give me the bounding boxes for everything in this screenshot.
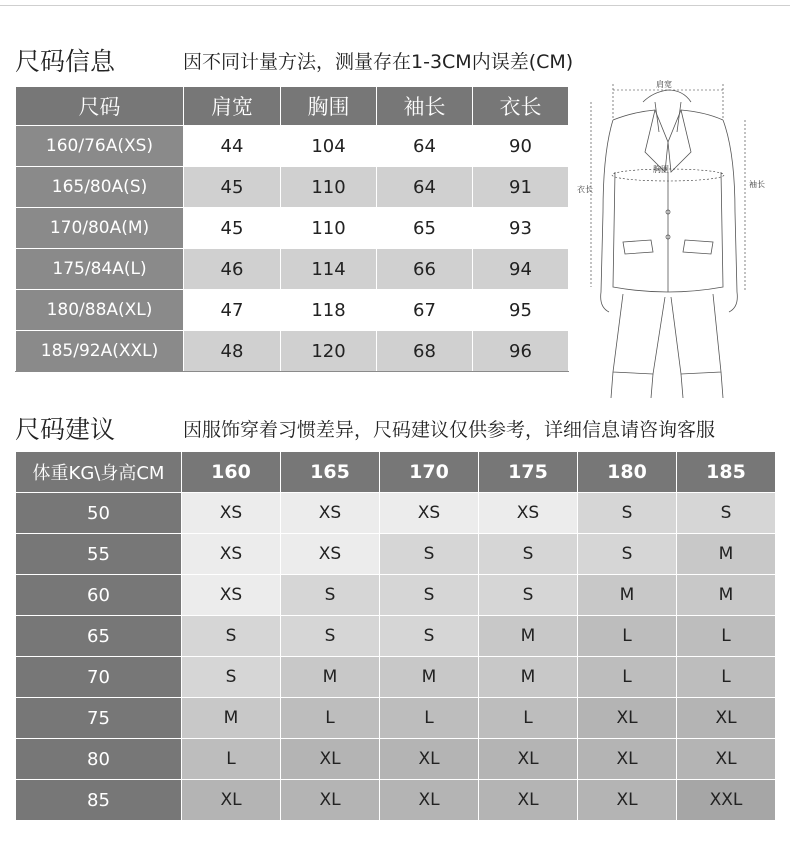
recommended-size-cell: M: [182, 698, 281, 739]
recommended-size-cell: L: [380, 698, 479, 739]
recommended-size-cell: XL: [578, 698, 677, 739]
size-value-cell: 67: [377, 290, 473, 331]
recommended-size-cell: XL: [479, 739, 578, 780]
recommended-size-cell: S: [380, 575, 479, 616]
recommended-size-cell: XS: [380, 493, 479, 534]
recommended-size-cell: XL: [479, 780, 578, 821]
size-label-cell: 170/80A(M): [16, 208, 184, 249]
size-value-cell: 118: [281, 290, 377, 331]
size-value-cell: 46: [184, 249, 281, 290]
size-value-cell: 45: [184, 167, 281, 208]
size-table-row: [16, 249, 569, 290]
size-table-header-0: 尺码: [16, 87, 184, 126]
figure-label-chest: 胸围: [653, 165, 669, 174]
height-header-180: 180: [578, 452, 677, 493]
size-value-cell: 120: [281, 331, 377, 372]
size-label-cell: 185/92A(XXL): [16, 331, 184, 372]
figure-label-length: 衣长: [577, 185, 593, 194]
recommended-size-cell: XL: [677, 698, 776, 739]
recommended-size-cell: M: [380, 657, 479, 698]
recommended-size-cell: S: [281, 616, 380, 657]
weight-label-cell: 50: [16, 493, 182, 534]
recommended-size-cell: L: [677, 657, 776, 698]
recommended-size-cell: XL: [380, 780, 479, 821]
size-table-header-2: 胸围: [281, 87, 377, 126]
size-value-cell: 65: [377, 208, 473, 249]
recommended-size-cell: L: [281, 698, 380, 739]
size-label-cell: 165/80A(S): [16, 167, 184, 208]
recommended-size-cell: S: [578, 534, 677, 575]
recommended-size-cell: M: [479, 657, 578, 698]
size-table-row: [16, 331, 569, 372]
size-value-cell: 44: [184, 126, 281, 167]
recommended-size-cell: L: [677, 616, 776, 657]
weight-label-cell: 80: [16, 739, 182, 780]
recommended-size-cell: XL: [281, 780, 380, 821]
size-value-cell: 47: [184, 290, 281, 331]
recommended-size-cell: S: [479, 575, 578, 616]
size-info-table: [15, 86, 569, 372]
size-value-cell: 64: [377, 167, 473, 208]
size-value-cell: 94: [473, 249, 569, 290]
recommended-size-cell: M: [578, 575, 677, 616]
recommended-size-cell: M: [677, 534, 776, 575]
advice-table-row: [16, 493, 776, 534]
size-table-row: [16, 290, 569, 331]
recommended-size-cell: XS: [281, 493, 380, 534]
advice-table-row: [16, 698, 776, 739]
height-header-185: 185: [677, 452, 776, 493]
size-table-header-3: 袖长: [377, 87, 473, 126]
recommended-size-cell: L: [578, 616, 677, 657]
size-label-cell: 160/76A(XS): [16, 126, 184, 167]
recommended-size-cell: XL: [578, 739, 677, 780]
recommended-size-cell: XL: [182, 780, 281, 821]
size-advice-title: 尺码建议: [15, 415, 116, 444]
size-advice-note: 因服饰穿着习惯差异，尺码建议仅供参考，详细信息请咨询客服: [183, 419, 716, 441]
advice-table-header-row: [16, 452, 776, 493]
size-advice-table: [15, 451, 776, 821]
size-value-cell: 110: [281, 208, 377, 249]
size-value-cell: 114: [281, 249, 377, 290]
size-value-cell: 93: [473, 208, 569, 249]
recommended-size-cell: S: [380, 616, 479, 657]
size-value-cell: 110: [281, 167, 377, 208]
size-info-note: 因不同计量方法，测量存在1-3CM内误差(CM): [183, 51, 574, 73]
size-table-row: [16, 126, 569, 167]
size-value-cell: 104: [281, 126, 377, 167]
weight-label-cell: 55: [16, 534, 182, 575]
weight-label-cell: 70: [16, 657, 182, 698]
size-value-cell: 91: [473, 167, 569, 208]
recommended-size-cell: S: [281, 575, 380, 616]
advice-table-row: [16, 657, 776, 698]
figure-label-shoulder: 肩宽: [656, 80, 672, 89]
height-header-165: 165: [281, 452, 380, 493]
weight-label-cell: 60: [16, 575, 182, 616]
size-table-header-4: 衣长: [473, 87, 569, 126]
size-label-cell: 175/84A(L): [16, 249, 184, 290]
recommended-size-cell: S: [578, 493, 677, 534]
height-header-175: 175: [479, 452, 578, 493]
size-value-cell: 95: [473, 290, 569, 331]
recommended-size-cell: M: [281, 657, 380, 698]
figure-label-sleeve: 袖长: [749, 180, 765, 189]
recommended-size-cell: XXL: [677, 780, 776, 821]
advice-table-row: [16, 739, 776, 780]
recommended-size-cell: S: [182, 616, 281, 657]
advice-corner-label: 体重KG\身高CM: [16, 452, 182, 493]
recommended-size-cell: XL: [578, 780, 677, 821]
recommended-size-cell: XS: [281, 534, 380, 575]
size-value-cell: 90: [473, 126, 569, 167]
size-table-row: [16, 208, 569, 249]
height-header-160: 160: [182, 452, 281, 493]
jacket-measurement-diagram: [573, 72, 783, 402]
size-value-cell: 68: [377, 331, 473, 372]
recommended-size-cell: L: [578, 657, 677, 698]
recommended-size-cell: S: [677, 493, 776, 534]
recommended-size-cell: XL: [281, 739, 380, 780]
advice-table-row: [16, 534, 776, 575]
weight-label-cell: 85: [16, 780, 182, 821]
size-value-cell: 45: [184, 208, 281, 249]
size-table-row: [16, 167, 569, 208]
recommended-size-cell: M: [479, 616, 578, 657]
size-value-cell: 48: [184, 331, 281, 372]
recommended-size-cell: L: [182, 739, 281, 780]
top-divider: [0, 5, 790, 6]
recommended-size-cell: XS: [182, 493, 281, 534]
recommended-size-cell: S: [479, 534, 578, 575]
recommended-size-cell: S: [380, 534, 479, 575]
weight-label-cell: 75: [16, 698, 182, 739]
advice-table-row: [16, 780, 776, 821]
size-value-cell: 66: [377, 249, 473, 290]
recommended-size-cell: XS: [479, 493, 578, 534]
weight-label-cell: 65: [16, 616, 182, 657]
advice-table-row: [16, 575, 776, 616]
recommended-size-cell: XS: [182, 534, 281, 575]
size-value-cell: 64: [377, 126, 473, 167]
advice-table-row: [16, 616, 776, 657]
recommended-size-cell: S: [182, 657, 281, 698]
height-header-170: 170: [380, 452, 479, 493]
size-value-cell: 96: [473, 331, 569, 372]
recommended-size-cell: M: [677, 575, 776, 616]
size-table-header-row: [16, 87, 569, 126]
recommended-size-cell: XL: [380, 739, 479, 780]
recommended-size-cell: XL: [677, 739, 776, 780]
recommended-size-cell: XS: [182, 575, 281, 616]
recommended-size-cell: L: [479, 698, 578, 739]
size-info-title: 尺码信息: [15, 47, 116, 76]
size-table-header-1: 肩宽: [184, 87, 281, 126]
size-label-cell: 180/88A(XL): [16, 290, 184, 331]
